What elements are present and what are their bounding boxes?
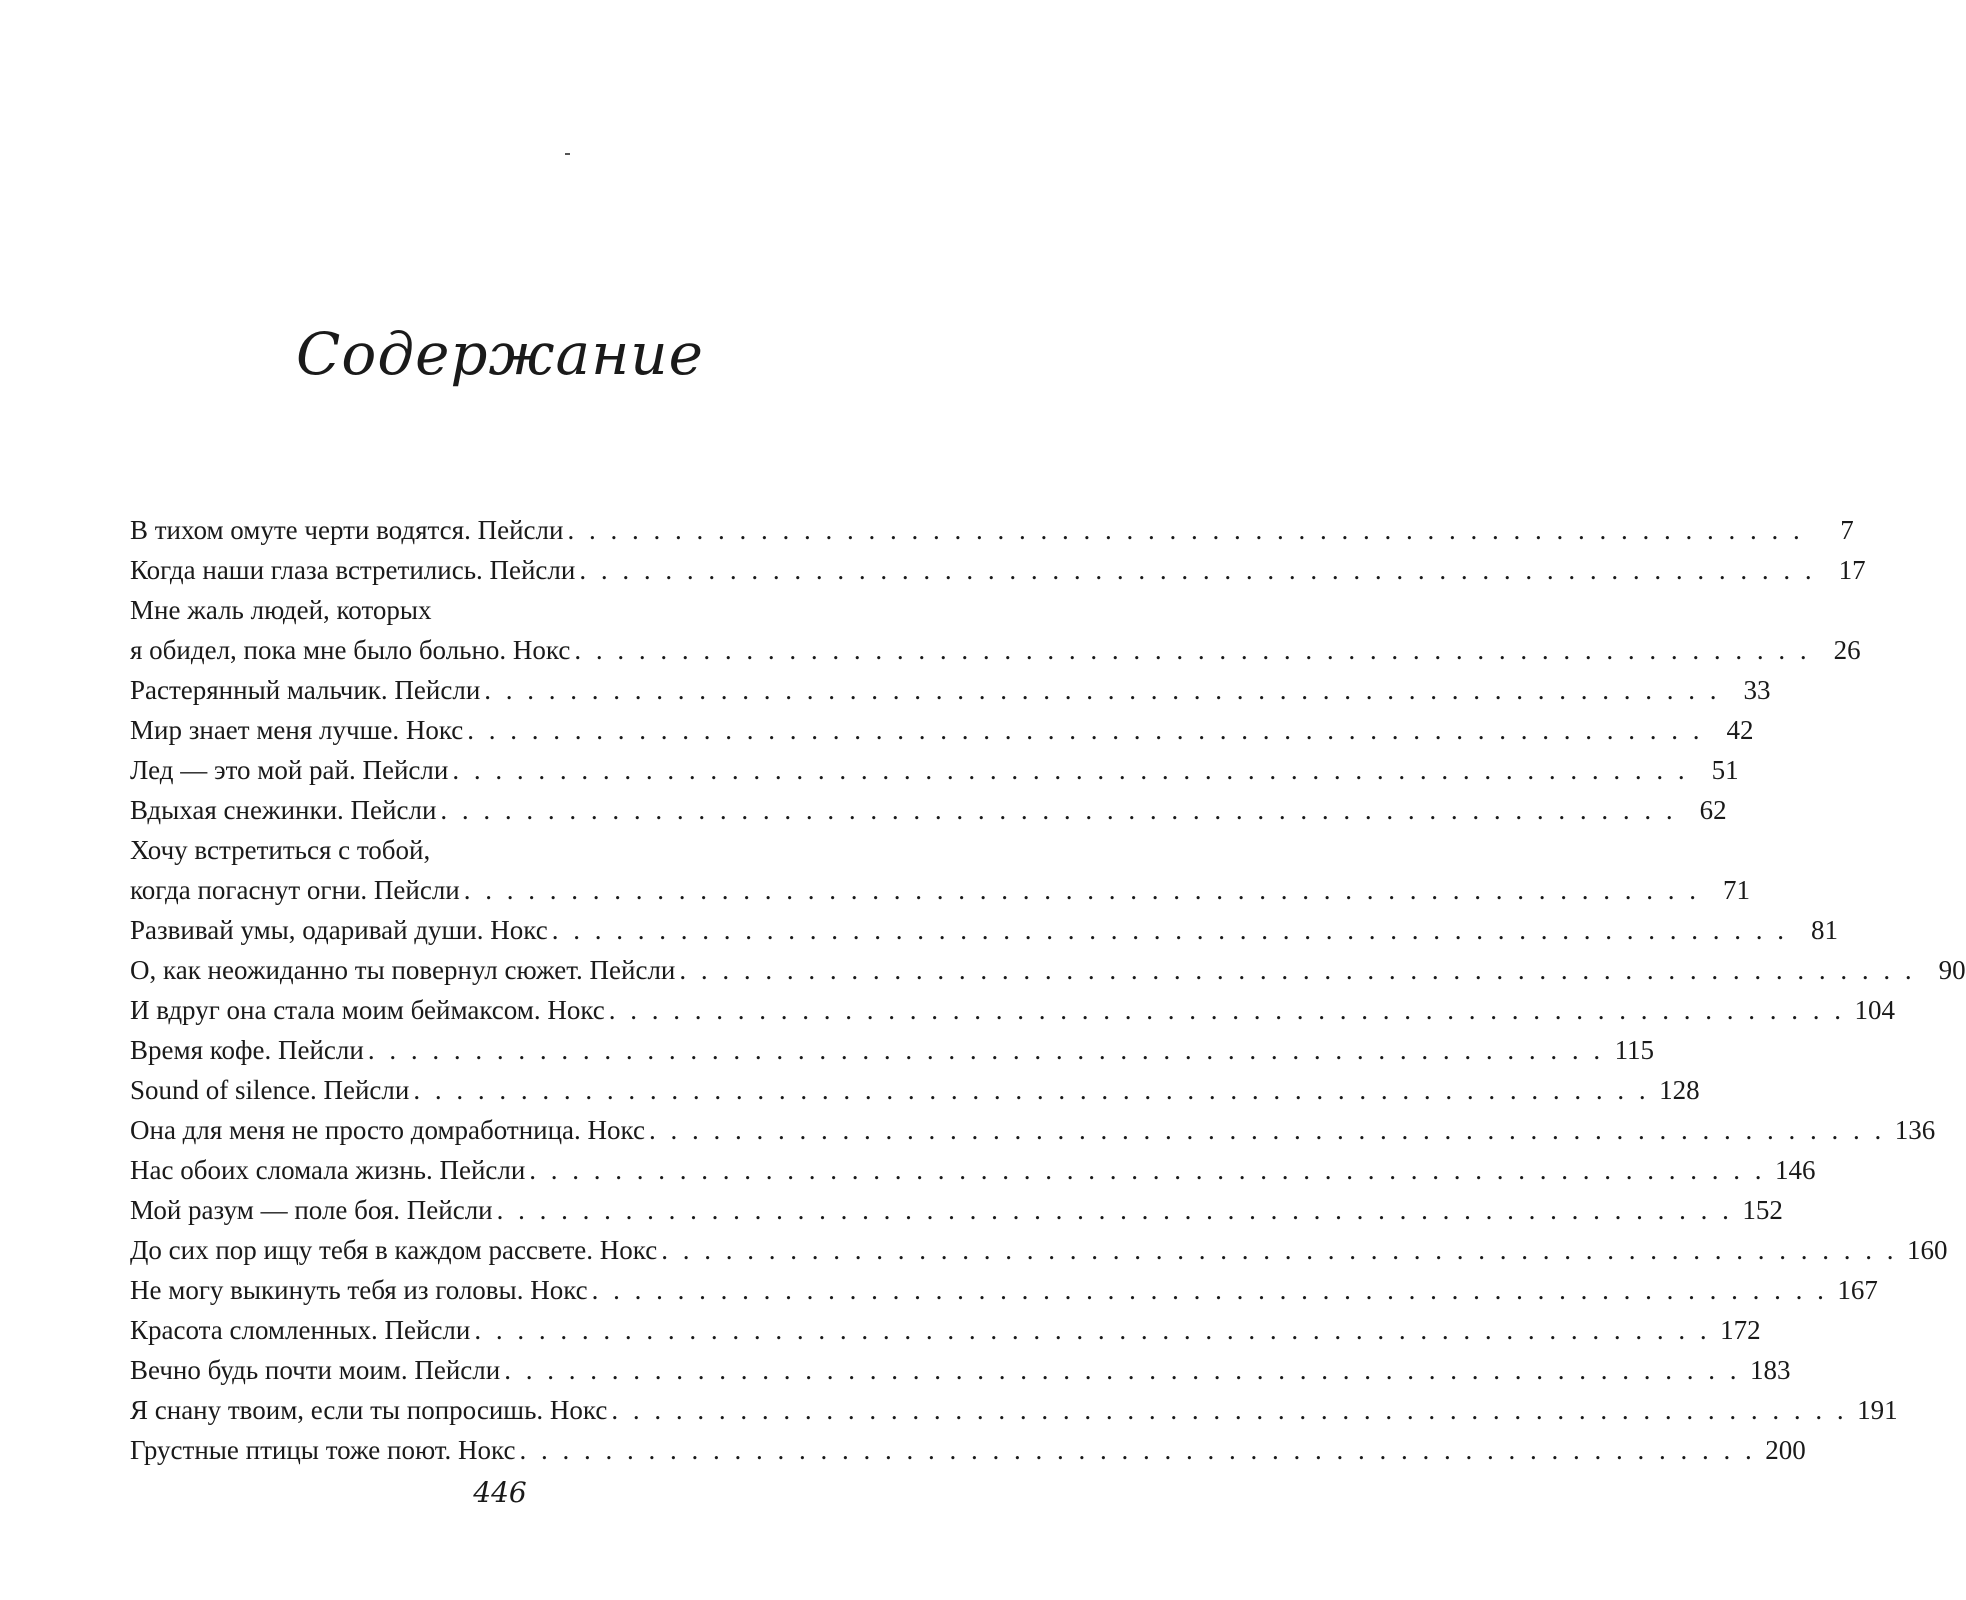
toc-entry-title: До сих пор ищу тебя в каждом рассвете. Нокс [130,1235,658,1265]
toc-dot-leader: . . . . . . . . . . . . . . . . . . . . . . . . . . . . . . . . . . . . . . . . . . . . . . . . . . . . . . . . . . [452,755,1689,785]
toc-entry [130,830,892,870]
toc-entry [130,990,1896,1030]
toc-dot-leader: . . . . . . . . . . . . . . . . . . . . . . . . . . . . . . . . . . . . . . . . . . . . . . . . . . . . . . . . . . [496,1195,1733,1225]
toc-entry [130,670,1771,710]
toc-dot-leader: . . . . . . . . . . . . . . . . . . . . . . . . . . . . . . . . . . . . . . . . . . . . . . . . . . . . . . . . . . [567,515,1804,545]
toc-entry-page: 200 [1765,1435,1806,1465]
toc-entry [130,1230,1948,1270]
toc-entry [130,910,1838,950]
toc-dot-leader: . . . . . . . . . . . . . . . . . . . . . . . . . . . . . . . . . . . . . . . . . . . . . . . . . . . . . . . . . . [574,635,1811,665]
toc-entry-title: Мне жаль людей, которых [130,595,432,625]
toc-entry-title: Вечно будь почти моим. Пейсли [130,1355,501,1385]
toc-entry-title: Она для меня не просто домработница. Нокс [130,1115,645,1145]
toc-entry-page: 51 [1711,755,1739,785]
toc-dot-leader: . . . . . . . . . . . . . . . . . . . . . . . . . . . . . . . . . . . . . . . . . . . . . . . . . . . . . . . . . . [504,1355,1741,1385]
toc-entry-title: Вдыхая снежинки. Пейсли [130,795,437,825]
toc-entry [130,750,1739,790]
toc-entry-page: 160 [1906,1235,1948,1265]
toc-entry [130,550,1866,590]
toc-dot-leader: . . . . . . . . . . . . . . . . . . . . . . . . . . . . . . . . . . . . . . . . . . . . . . . . . . . . . . . . . . [367,1035,1605,1065]
toc-dot-leader: . . . . . . . . . . . . . . . . . . . . . . . . . . . . . . . . . . . . . . . . . . . . . . . . . . . . . . . . . . [440,795,1677,825]
toc-entry-title: Я снану твоим, если ты попросишь. Нокс [130,1395,608,1425]
table-of-contents [130,510,1966,1470]
toc-entry-title: Хочу встретиться с тобой, [130,835,431,865]
toc-entry-page: 90 [1938,955,1966,985]
toc-entry-page: 115 [1614,1035,1655,1065]
toc-entry-page: 33 [1743,675,1771,705]
toc-entry-title: Время кофе. Пейсли [130,1035,364,1065]
toc-entry [130,870,1750,910]
toc-entry-page: 136 [1894,1115,1936,1145]
toc-entry-title: О, как неожиданно ты повернул сюжет. Пейсли [130,955,676,985]
toc-dot-leader: . . . . . . . . . . . . . . . . . . . . . . . . . . . . . . . . . . . . . . . . . . . . . . . . . . . . . . . . . . [484,675,1721,705]
toc-entry-title: Красота сломленных. Пейсли [130,1315,471,1345]
toc-entry-title: Развивай умы, одаривай души. Нокс [130,915,548,945]
toc-entry-page: 26 [1833,635,1861,665]
toc-entry [130,710,1754,750]
toc-dot-leader: . . . . . . . . . . . . . . . . . . . . . . . . . . . . . . . . . . . . . . . . . . . . . . . . . . . . . . . . . . [529,1155,1766,1185]
toc-dot-leader: . . . . . . . . . . . . . . . . . . . . . . . . . . . . . . . . . . . . . . . . . . . . . . . . . . . . . . . . . . [579,555,1816,585]
page-title: Содержание [296,320,704,388]
toc-entry [130,510,1854,550]
toc-entry-title: Нас обоих сломала жизнь. Пейсли [130,1155,526,1185]
toc-dot-leader: . . . . . . . . . . . . . . . . . . . . . . . . . . . . . . . . . . . . . . . . . . . . . . . . . . . . . . . . . . [474,1315,1711,1345]
toc-entry-page: 62 [1699,795,1727,825]
toc-entry [130,950,1966,990]
toc-dot-leader: . . . . . . . . . . . . . . . . . . . . . . . . . . . . . . . . . . . . . . . . . . . . . . . . . . . . . . . . . . [591,1275,1828,1305]
toc-dot-leader: . . . . . . . . . . . . . . . . . . . . . . . . . . . . . . . . . . . . . . . . . . . . . . . . . . . . . . . . . . [463,875,1700,905]
toc-entry [130,1310,1761,1350]
toc-entry [130,1150,1816,1190]
toc-entry-title: В тихом омуте черти водятся. Пейсли [130,515,564,545]
toc-dot-leader: . . . . . . . . . . . . . . . . . . . . . . . . . . . . . . . . . . . . . . . . . . . . . . . . . . . . . . . . . . [519,1435,1756,1465]
toc-dot-leader: . . . . . . . . . . . . . . . . . . . . . . . . . . . . . . . . . . . . . . . . . . . . . . . . . . . . . . . . . . [413,1075,1650,1105]
toc-entry-page: 81 [1810,915,1838,945]
toc-entry-title: Грустные птицы тоже поют. Нокс [130,1435,516,1465]
toc-entry-title: Sound of silence. Пейсли [130,1075,410,1105]
toc-entry [130,590,892,630]
toc-entry [130,1030,1655,1070]
toc-entry-title: Лед — это мой рай. Пейсли [130,755,449,785]
toc-entry-title: Растерянный мальчик. Пейсли [130,675,481,705]
toc-entry-title: Мир знает меня лучше. Нокс [130,715,464,745]
toc-dot-leader: . . . . . . . . . . . . . . . . . . . . . . . . . . . . . . . . . . . . . . . . . . . . . . . . . . . . . . . . . . [611,1395,1848,1425]
toc-entry-title: Не могу выкинуть тебя из головы. Нокс [130,1275,588,1305]
page-number: 446 [473,1476,527,1509]
toc-dot-leader: . . . . . . . . . . . . . . . . . . . . . . . . . . . . . . . . . . . . . . . . . . . . . . . . . . . . . . . . . . [551,915,1788,945]
toc-entry-title: Когда наши глаза встретились. Пейсли [130,555,576,585]
decorative-dash [565,153,570,155]
toc-entry [130,630,1861,670]
toc-entry-page: 152 [1742,1195,1783,1225]
toc-entry [130,1270,1878,1310]
toc-dot-leader: . . . . . . . . . . . . . . . . . . . . . . . . . . . . . . . . . . . . . . . . . . . . . . . . . . . . . . . . . . [467,715,1704,745]
toc-dot-leader: . . . . . . . . . . . . . . . . . . . . . . . . . . . . . . . . . . . . . . . . . . . . . . . . . . . . . . . . . . [661,1235,1898,1265]
toc-entry-title: И вдруг она стала моим беймаксом. Нокс [130,995,605,1025]
toc-entry-page: 42 [1726,715,1754,745]
toc-entry [130,1350,1791,1390]
toc-entry-page: 167 [1837,1275,1878,1305]
toc-entry-title: когда погаснут огни. Пейсли [130,875,460,905]
toc-entry-page: 104 [1854,995,1896,1025]
toc-entry-page: 7 [1840,515,1854,545]
toc-entry [130,1390,1898,1430]
toc-dot-leader: . . . . . . . . . . . . . . . . . . . . . . . . . . . . . . . . . . . . . . . . . . . . . . . . . . . . . . . . . . [679,955,1916,985]
toc-entry-title: Мой разум — поле боя. Пейсли [130,1195,493,1225]
toc-dot-leader: . . . . . . . . . . . . . . . . . . . . . . . . . . . . . . . . . . . . . . . . . . . . . . . . . . . . . . . . . . [608,995,1846,1025]
toc-entry-page: 17 [1838,555,1866,585]
toc-entry-page: 146 [1775,1155,1816,1185]
toc-entry-page: 71 [1723,875,1750,905]
toc-entry-title: я обидел, пока мне было больно. Нокс [130,635,571,665]
toc-entry [130,1070,1700,1110]
toc-entry-page: 191 [1857,1395,1898,1425]
toc-entry [130,790,1727,830]
toc-entry-page: 128 [1659,1075,1700,1105]
toc-entry [130,1430,1806,1470]
toc-dot-leader: . . . . . . . . . . . . . . . . . . . . . . . . . . . . . . . . . . . . . . . . . . . . . . . . . . . . . . . . . . [648,1115,1886,1145]
toc-entry [130,1190,1783,1230]
toc-entry-page: 183 [1749,1355,1791,1385]
toc-entry-page: 172 [1720,1315,1761,1345]
toc-entry [130,1110,1936,1150]
